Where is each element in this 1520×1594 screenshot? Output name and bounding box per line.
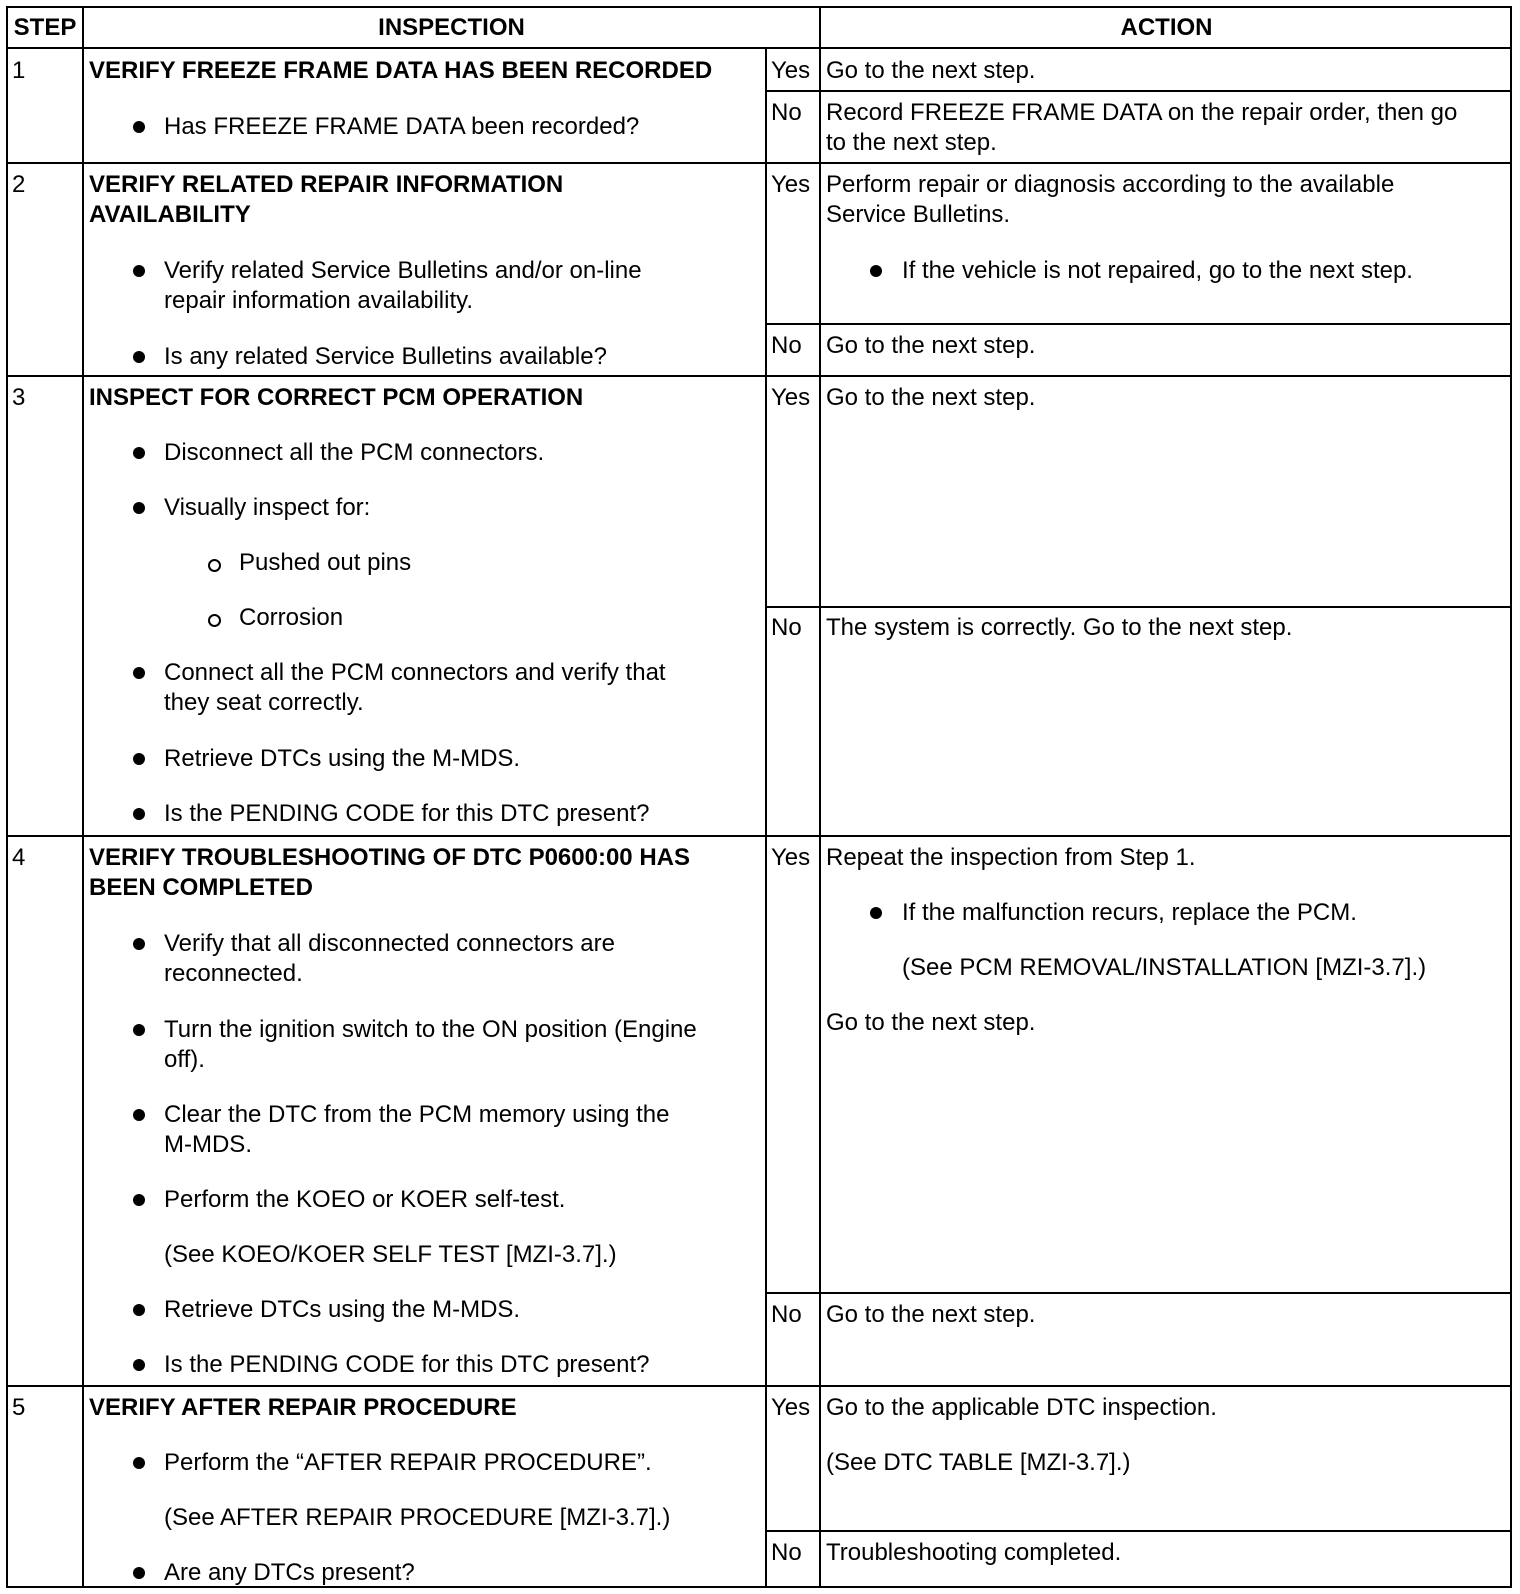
divider-header [8,47,1512,49]
step-number: 1 [12,57,26,84]
yes-action-line: Service Bulletins. [826,201,1011,228]
sub-bullet-icon [208,614,221,627]
yes-action: Go to the next step. [826,57,1036,84]
divider-action-col [819,8,821,1586]
no-action: The system is correctly. Go to the next step. [826,614,1293,641]
step-title-line: VERIFY RELATED REPAIR INFORMATION [89,171,564,198]
inspection-item: Retrieve DTCs using the M-MDS. [164,745,521,772]
inspection-item-line: reconnected. [164,960,303,987]
yes-action: Go to the applicable DTC inspection. [826,1394,1217,1421]
yes-action-line: Perform repair or diagnosis according to the available [826,171,1395,198]
yes-label: Yes [771,57,811,84]
yes-action: Go to the next step. [826,384,1036,411]
divider-yesno-1 [766,90,1512,92]
inspection-item-line: Turn the ignition switch to the ON position (Engine [164,1016,697,1043]
yes-label: Yes [771,844,811,871]
bullet-icon [133,1457,145,1469]
inspection-item: Perform the KOEO or KOER self-test. [164,1186,566,1213]
bullet-icon [133,808,145,820]
step-number: 2 [12,171,26,198]
yes-action-reference: (See DTC TABLE [MZI-3.7].) [826,1449,1131,1476]
bullet-icon [133,1304,145,1316]
bullet-icon [133,1194,145,1206]
inspection-item-line: Verify related Service Bulletins and/or on-line [164,257,642,284]
inspection-item: Is any related Service Bulletins available? [164,343,607,370]
bullet-icon [133,265,145,277]
step-number: 3 [12,384,26,411]
divider-step-1 [8,162,1512,164]
header-inspection: INSPECTION [378,14,525,41]
inspection-item: Has FREEZE FRAME DATA been recorded? [164,113,640,140]
bullet-icon [133,1359,145,1371]
divider-yesno-3 [766,606,1512,608]
no-label: No [771,99,802,126]
yes-label: Yes [771,1394,811,1421]
inspection-item: Perform the “AFTER REPAIR PROCEDURE”. [164,1449,652,1476]
no-action: Troubleshooting completed. [826,1539,1122,1566]
yes-action-after: Go to the next step. [826,1009,1036,1036]
inspection-item-line: repair information availability. [164,287,474,314]
inspection-item: Are any DTCs present? [164,1559,415,1586]
step-number: 4 [12,844,26,871]
divider-step-col [82,8,84,1586]
bullet-icon [133,938,145,950]
divider-step-4 [8,1385,1512,1387]
inspection-item-line: Connect all the PCM connectors and verify that [164,659,666,686]
inspection-subitem: Corrosion [239,604,344,631]
bullet-icon [133,121,145,133]
header-action: ACTION [1120,14,1213,41]
bullet-icon [870,265,882,277]
inspection-reference: (See AFTER REPAIR PROCEDURE [MZI-3.7].) [164,1504,671,1531]
inspection-subitem: Pushed out pins [239,549,412,576]
inspection-item-line: off). [164,1046,205,1073]
no-label: No [771,1539,802,1566]
bullet-icon [133,1024,145,1036]
step-title: INSPECT FOR CORRECT PCM OPERATION [89,384,584,411]
inspection-item-line: Verify that all disconnected connectors are [164,930,615,957]
divider-yesno-2 [766,323,1512,325]
step-title-line: BEEN COMPLETED [89,874,314,901]
bullet-icon [870,907,882,919]
bullet-icon [133,667,145,679]
bullet-icon [133,502,145,514]
divider-step-2 [8,375,1512,377]
bullet-icon [133,1109,145,1121]
inspection-item: Disconnect all the PCM connectors. [164,439,545,466]
step-title-line: AVAILABILITY [89,201,251,228]
no-label: No [771,1301,802,1328]
no-action-line: to the next step. [826,129,997,156]
divider-inspection-col [765,48,767,1586]
yes-action-bullet: If the malfunction recurs, replace the PCM. [902,899,1357,926]
bullet-icon [133,351,145,363]
inspection-item-line: M-MDS. [164,1131,252,1158]
bullet-icon [133,1567,145,1579]
yes-label: Yes [771,384,811,411]
inspection-item: Is the PENDING CODE for this DTC present? [164,1351,650,1378]
no-action: Go to the next step. [826,1301,1036,1328]
inspection-item: Is the PENDING CODE for this DTC present? [164,800,650,827]
step-number: 5 [12,1394,26,1421]
bullet-icon [133,447,145,459]
yes-action: Repeat the inspection from Step 1. [826,844,1196,871]
inspection-item-line: Clear the DTC from the PCM memory using the [164,1101,670,1128]
divider-step-3 [8,835,1512,837]
yes-action-reference: (See PCM REMOVAL/INSTALLATION [MZI-3.7].) [902,954,1427,981]
bullet-icon [133,753,145,765]
step-title-line: VERIFY TROUBLESHOOTING OF DTC P0600:00 HAS [89,844,690,871]
step-title: VERIFY AFTER REPAIR PROCEDURE [89,1394,517,1421]
inspection-item: Retrieve DTCs using the M-MDS. [164,1296,521,1323]
yes-action-bullet: If the vehicle is not repaired, go to the next step. [902,257,1413,284]
no-action-line: Record FREEZE FRAME DATA on the repair order, then go [826,99,1458,126]
sub-bullet-icon [208,559,221,572]
no-action: Go to the next step. [826,332,1036,359]
divider-yesno-5 [766,1530,1512,1532]
divider-yesno-4 [766,1292,1512,1294]
inspection-item-line: they seat correctly. [164,689,364,716]
step-title: VERIFY FREEZE FRAME DATA HAS BEEN RECORDED [89,57,713,84]
no-label: No [771,614,802,641]
inspection-item: Visually inspect for: [164,494,371,521]
no-label: No [771,332,802,359]
yes-label: Yes [771,171,811,198]
inspection-reference: (See KOEO/KOER SELF TEST [MZI-3.7].) [164,1241,617,1268]
header-step: STEP [13,14,77,41]
